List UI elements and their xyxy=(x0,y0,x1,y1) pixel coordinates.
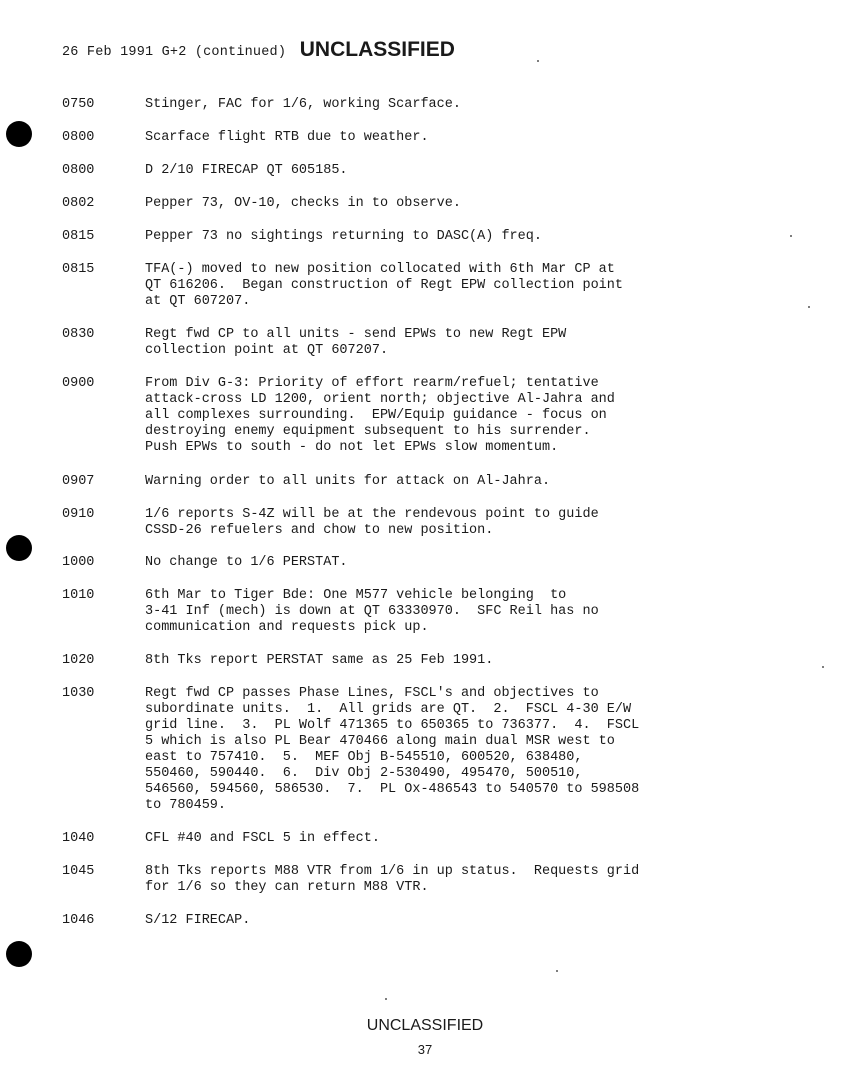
entry-text: No change to 1/6 PERSTAT. xyxy=(145,555,348,570)
scan-speck xyxy=(790,235,792,237)
entry-time: 0815 xyxy=(62,262,95,277)
entry-time: 1020 xyxy=(62,653,95,668)
page-number: 37 xyxy=(417,1042,433,1057)
entry-text: TFA(-) moved to new position collocated with 6th Mar CP at QT 616206. Began construction of Regt EPW collection point at QT 607207. xyxy=(145,262,623,309)
entry-text: From Div G-3: Priority of effort rearm/refuel; tentative attack-cross LD 1200, orient north; objective Al-Jahra and all complexes surrounding. EPW/Equip guidance - focus on destroying enemy equipment subsequent to his surrender. Push EPWs to south - do not let EPWs slow momentum. xyxy=(145,376,615,455)
entry-text: Scarface flight RTB due to weather. xyxy=(145,130,429,145)
entry-text: Pepper 73 no sightings returning to DASC(A) freq. xyxy=(145,229,542,244)
entry-time: 0800 xyxy=(62,163,95,178)
entry-text: Stinger, FAC for 1/6, working Scarface. xyxy=(145,97,461,112)
scan-speck xyxy=(537,60,539,62)
entry-text: Pepper 73, OV-10, checks in to observe. xyxy=(145,196,461,211)
entry-time: 0830 xyxy=(62,327,95,342)
header-date-line: 26 Feb 1991 G+2 (continued) xyxy=(62,45,287,60)
entry-time: 1010 xyxy=(62,588,95,603)
entry-text: 8th Tks report PERSTAT same as 25 Feb 1991. xyxy=(145,653,494,668)
entry-text: 1/6 reports S-4Z will be at the rendevous point to guide CSSD-26 refuelers and chow to new position. xyxy=(145,507,599,538)
entry-text: CFL #40 and FSCL 5 in effect. xyxy=(145,831,380,846)
entry-time: 0800 xyxy=(62,130,95,145)
binder-hole-top xyxy=(6,121,32,147)
scan-speck xyxy=(385,998,387,1000)
footer-classification: UNCLASSIFIED xyxy=(366,1017,484,1034)
entry-text: Regt fwd CP passes Phase Lines, FSCL's and objectives to subordinate units. 1. All grids are QT. 2. FSCL 4-30 E/W grid line. 3. PL Wolf 471365 to 650365 to 736377. 4. FSCL 5 which is also PL Bear 470466 along main dual MSR west to east to 757410. 5. MEF Obj B-545510, 600520, 638480, 550460, 590440. 6. Div Obj 2-530490, 495470, 500510, 546560, 594560, 586530. 7. PL Ox-486543 to 540570 to 598508 to 780459. xyxy=(145,686,640,813)
entry-time: 1046 xyxy=(62,913,95,928)
scan-speck xyxy=(556,970,558,972)
header-classification: UNCLASSIFIED xyxy=(299,38,455,61)
binder-hole-bottom xyxy=(6,941,32,967)
entry-time: 0815 xyxy=(62,229,95,244)
entry-time: 0910 xyxy=(62,507,95,522)
entry-time: 0900 xyxy=(62,376,95,391)
entry-text: 6th Mar to Tiger Bde: One M577 vehicle belonging to 3-41 Inf (mech) is down at QT 63330970. SFC Reil has no communication and requests pick up. xyxy=(145,588,599,635)
entry-text: 8th Tks reports M88 VTR from 1/6 in up status. Requests grid for 1/6 so they can return M88 VTR. xyxy=(145,864,640,895)
entry-time: 1030 xyxy=(62,686,95,701)
binder-hole-middle xyxy=(6,535,32,561)
scan-speck xyxy=(808,306,810,308)
page-header xyxy=(62,38,455,62)
entry-time: 1040 xyxy=(62,831,95,846)
scan-speck xyxy=(822,666,824,668)
entry-time: 0802 xyxy=(62,196,95,211)
entry-text: S/12 FIRECAP. xyxy=(145,913,251,928)
entry-text: Regt fwd CP to all units - send EPWs to new Regt EPW collection point at QT 607207. xyxy=(145,327,567,358)
entry-time: 0750 xyxy=(62,97,95,112)
entry-text: Warning order to all units for attack on Al-Jahra. xyxy=(145,474,551,489)
entry-time: 1000 xyxy=(62,555,95,570)
entry-time: 0907 xyxy=(62,474,95,489)
entry-text: D 2/10 FIRECAP QT 605185. xyxy=(145,163,348,178)
entry-time: 1045 xyxy=(62,864,95,879)
